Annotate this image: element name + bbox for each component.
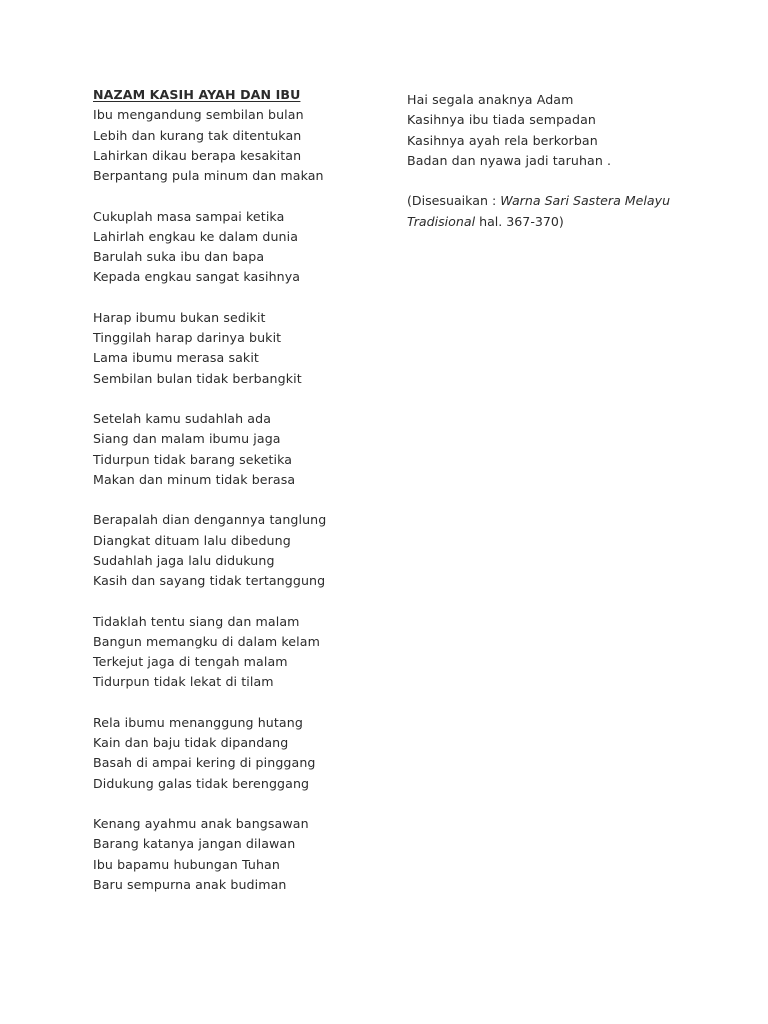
- poem-right-column: [407, 90, 707, 232]
- poem-title: NAZAM KASIH AYAH DAN IBU: [93, 87, 301, 102]
- poem-left-column: [93, 85, 393, 915]
- source-note: [407, 191, 707, 232]
- stanza-list: [93, 105, 393, 895]
- stanza-line: Tidurpun tidak lekat di tilam: [93, 674, 274, 690]
- stanza-line: Kenang ayahmu anak bangsawan: [93, 816, 309, 831]
- stanza-line: Setelah kamu sudahlah ada: [93, 411, 272, 426]
- stanza-line: Sembilan bulan tidak berbangkit: [93, 370, 302, 386]
- stanza-line: Tinggilah harap darinya bukit: [93, 330, 282, 345]
- stanza-line: Harap ibumu bukan sedikit: [93, 309, 266, 325]
- stanza-line: Barang katanya jangan dilawan: [93, 836, 296, 852]
- stanza-line: Didukung galas tidak berenggang: [93, 775, 310, 791]
- stanza: [93, 409, 393, 490]
- stanza-line: Kain dan baju tidak dipandang: [93, 735, 289, 750]
- source-book-title: Warna Sari Sastera Melayu: [500, 193, 671, 209]
- stanza: [93, 308, 393, 389]
- stanza: [93, 207, 393, 288]
- stanza-line: Lahirlah engkau ke dalam dunia: [93, 228, 299, 244]
- stanza-line: Cukuplah masa sampai ketika: [93, 208, 285, 224]
- stanza-line: Baru sempurna anak budiman: [93, 876, 287, 892]
- stanza-line: Kasihnya ibu tiada sempadan: [407, 112, 596, 128]
- stanza-line: Tidaklah tentu siang dan malam: [93, 613, 300, 629]
- stanza-line: Bangun memangku di dalam kelam: [93, 633, 320, 649]
- stanza-line: Makan dan minum tidak berasa: [93, 471, 296, 487]
- stanza-line: Kasih dan sayang tidak tertanggung: [93, 573, 326, 588]
- stanza-line: Rela ibumu menanggung hutang: [93, 714, 303, 730]
- stanza: [93, 814, 393, 895]
- stanza-line: Diangkat dituam lalu dibedung: [93, 532, 291, 548]
- stanza-line: Berapalah dian dengannya tanglung: [93, 512, 327, 528]
- stanza-line: Sudahlah jaga lalu didukung: [93, 552, 275, 568]
- source-book-title-cont: Tradisional: [407, 213, 476, 229]
- stanza-line: Kepada engkau sangat kasihnya: [93, 269, 301, 285]
- stanza-line: Siang dan malam ibumu jaga: [93, 431, 281, 447]
- stanza-line: Ibu mengandung sembilan bulan: [93, 107, 304, 123]
- stanza-line: Lahirkan dikau berapa kesakitan: [93, 147, 302, 163]
- stanza-line: Berpantang pula minum dan makan: [93, 168, 324, 183]
- source-note-line-2: [407, 212, 707, 233]
- stanza-line: Ibu bapamu hubungan Tuhan: [93, 856, 280, 872]
- source-note-prefix: (Disesuaikan :: [407, 193, 501, 209]
- stanza-line: Tidurpun tidak barang seketika: [93, 451, 293, 467]
- final-stanza: [407, 90, 707, 171]
- stanza-line: Kasihnya ayah rela berkorban: [407, 132, 598, 148]
- stanza-line: Lama ibumu merasa sakit: [93, 350, 259, 366]
- source-note-pages: hal. 367-370): [475, 213, 564, 229]
- stanza-line: Terkejut jaga di tengah malam: [93, 654, 288, 669]
- stanza: [93, 713, 393, 794]
- stanza-line: Lebih dan kurang tak ditentukan: [93, 127, 302, 143]
- source-note-line-1: [407, 191, 707, 212]
- stanza-line: Barulah suka ibu dan bapa: [93, 249, 265, 264]
- stanza-line: Badan dan nyawa jadi taruhan .: [407, 152, 612, 168]
- stanza-line: Basah di ampai kering di pinggang: [93, 755, 316, 771]
- stanza: [93, 510, 393, 591]
- stanza: [93, 105, 393, 186]
- stanza-line: Hai segala anaknya Adam: [407, 92, 574, 107]
- stanza: [93, 612, 393, 693]
